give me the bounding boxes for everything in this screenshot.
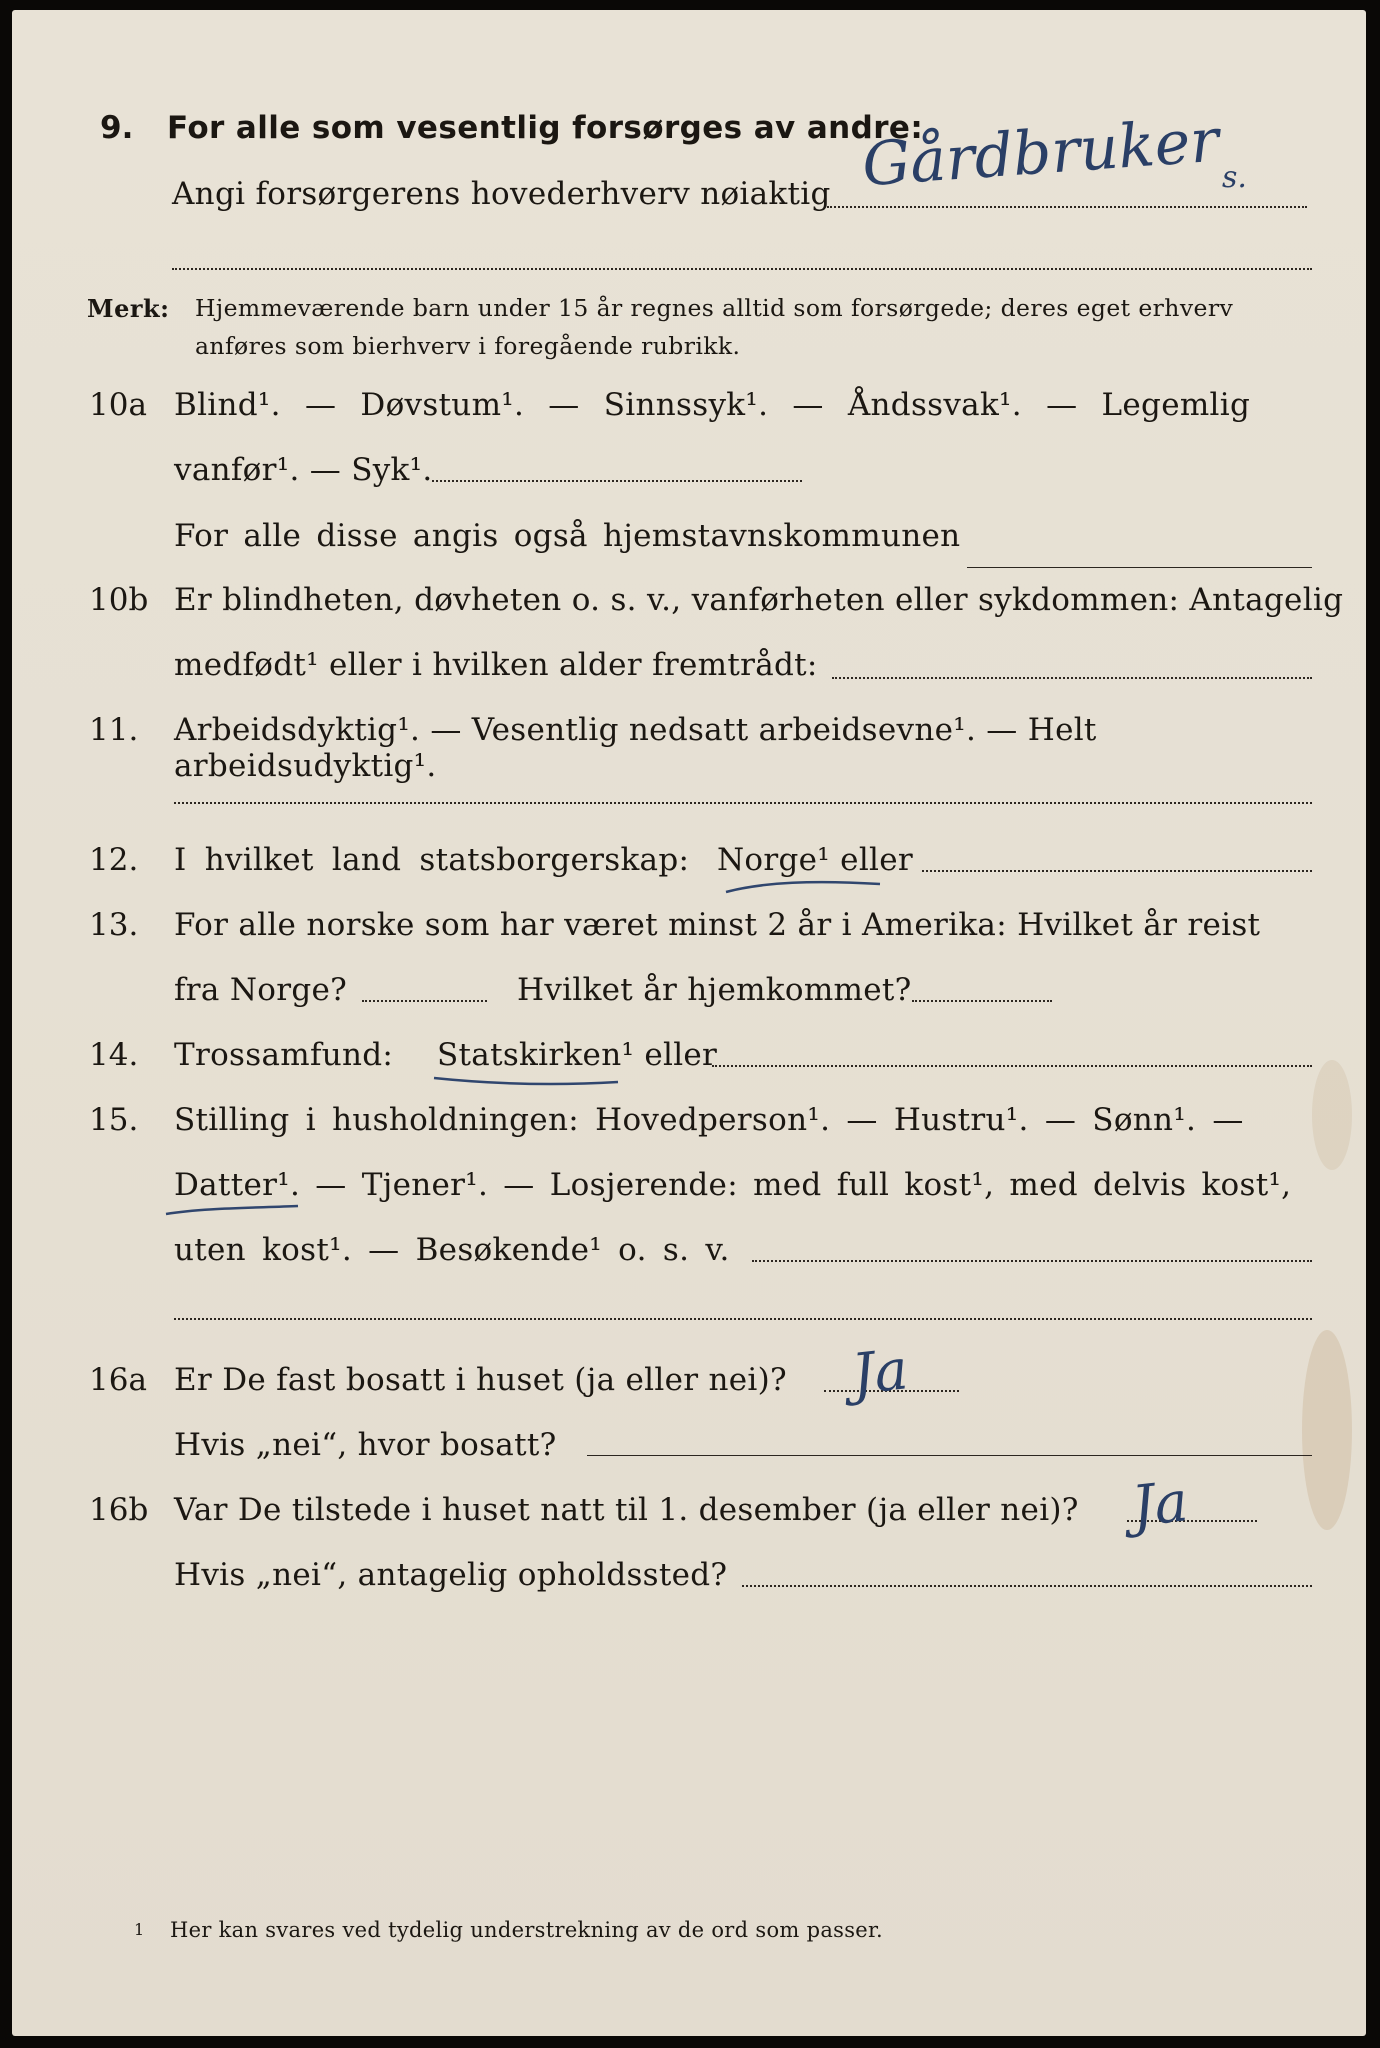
question-number: 16b xyxy=(89,1492,149,1528)
handwritten-answer-16b: Ja xyxy=(1128,1469,1192,1540)
answer-line xyxy=(712,1065,1312,1067)
question-15-line-1: Stilling i husholdningen: Hovedperson¹. — Hustru¹. — Sønn¹. — xyxy=(174,1102,1244,1138)
question-11-line-1: Arbeidsdyktig¹. — Vesentlig nedsatt arbeidsevne¹. — Helt arbeidsudyktig¹. xyxy=(174,712,1097,784)
question-16b-line-1: Var De tilstede i huset natt til 1. desember (ja eller nei)? xyxy=(174,1492,1079,1528)
question-number: 13. xyxy=(89,907,139,943)
question-9-label: Angi forsørgerens hovederhverv nøiaktig xyxy=(172,176,831,212)
answer-line xyxy=(922,870,1312,872)
answer-line xyxy=(752,1260,1312,1262)
question-10b-line-2: medfødt¹ eller i hvilken alder fremtrådt: xyxy=(174,647,818,683)
question-number: 16a xyxy=(89,1362,147,1398)
question-number: 14. xyxy=(89,1037,139,1073)
question-10a-line-3: For alle disse angis også hjemstavnskommunen xyxy=(174,518,961,554)
question-16b-line-2: Hvis „nei“, antagelig opholdssted? xyxy=(174,1557,728,1593)
note-label: Merk: xyxy=(87,294,170,323)
answer-line xyxy=(432,480,802,482)
note-text-line-1: Hjemmeværende barn under 15 år regnes alltid som forsørgede; deres eget erhverv xyxy=(195,294,1234,322)
handwritten-mark: s. xyxy=(1222,160,1247,195)
underline-mark-statskirken xyxy=(432,1070,622,1092)
question-number: 9. xyxy=(100,110,134,146)
underline-mark-datter xyxy=(162,1200,302,1222)
question-number: 10b xyxy=(89,582,149,618)
footnote-marker: 1 xyxy=(134,1920,145,1939)
answer-line xyxy=(827,206,1307,208)
note-text-line-2: anføres som bierhverv i foregående rubrikk. xyxy=(195,332,741,360)
question-10a-line-2: vanfør¹. — Syk¹. xyxy=(174,452,433,488)
question-number: 12. xyxy=(89,842,139,878)
question-9-heading: For alle som vesentlig forsørges av andre: xyxy=(167,110,924,146)
question-15-line-3: uten kost¹. — Besøkende¹ o. s. v. xyxy=(174,1232,730,1268)
question-13-line-2b: Hvilket år hjemkommet? xyxy=(517,972,912,1008)
underline-mark-norge xyxy=(724,876,884,898)
question-13-line-1: For alle norske som har været minst 2 år i Amerika: Hvilket år reist xyxy=(174,907,1261,943)
question-number: 10a xyxy=(89,387,147,423)
answer-line xyxy=(587,1455,1312,1456)
footnote-text: Her kan svares ved tydelig understrekning av de ord som passer. xyxy=(170,1918,884,1942)
question-16a-line-2: Hvis „nei“, hvor bosatt? xyxy=(174,1427,557,1463)
answer-line xyxy=(742,1585,1312,1587)
question-15-line-2: Datter¹. — Tjener¹. — Losjerende: med full kost¹, med delvis kost¹, xyxy=(174,1167,1292,1203)
question-14-option: Statskirken¹ eller xyxy=(437,1037,718,1073)
question-12-label: I hvilket land statsborgerskap: xyxy=(174,842,690,878)
question-number: 11. xyxy=(89,712,139,748)
paper-stain xyxy=(1312,1060,1352,1170)
handwritten-answer-16a: Ja xyxy=(848,1337,912,1408)
answer-line xyxy=(174,1318,1312,1320)
question-12-option: Norge¹ eller xyxy=(717,842,914,878)
answer-line xyxy=(967,567,1312,568)
question-14-label: Trossamfund: xyxy=(174,1037,394,1073)
question-number: 15. xyxy=(89,1102,139,1138)
answer-line xyxy=(362,1000,487,1002)
question-10b-line-1: Er blindheten, døvheten o. s. v., vanførheten eller sykdommen: Antagelig xyxy=(174,582,1344,618)
census-form-page xyxy=(12,10,1366,2036)
answer-line xyxy=(172,268,1312,270)
paper-stain xyxy=(1302,1330,1352,1530)
question-10a-line-1: Blind¹. — Døvstum¹. — Sinnssyk¹. — Åndssvak¹. — Legemlig xyxy=(174,387,1251,423)
question-16a-line-1: Er De fast bosatt i huset (ja eller nei)? xyxy=(174,1362,787,1398)
question-13-line-2a: fra Norge? xyxy=(174,972,348,1008)
handwritten-answer-occupation: Gårdbruker xyxy=(859,105,1222,201)
answer-line xyxy=(912,1000,1052,1002)
answer-line xyxy=(174,802,1312,804)
answer-line xyxy=(832,677,1312,679)
